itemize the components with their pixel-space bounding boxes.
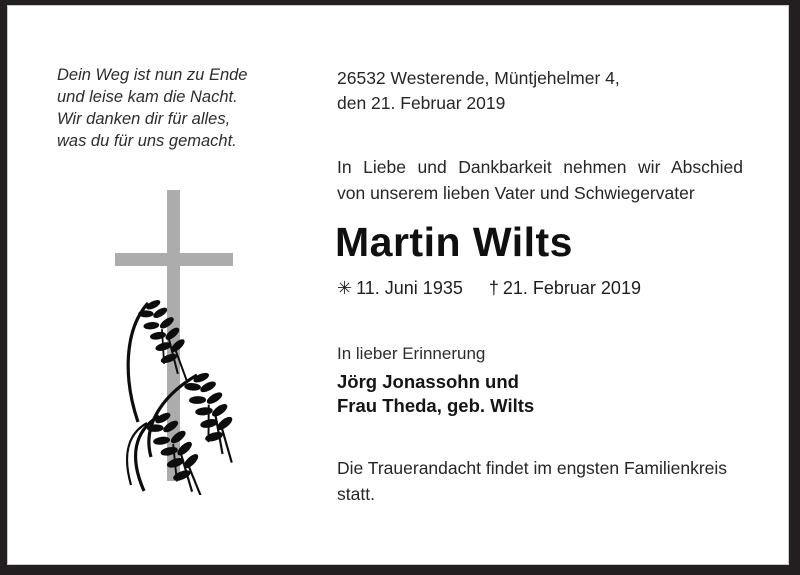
mourner-line: Frau Theda, geb. Wilts <box>337 395 535 416</box>
closing-line: Die Trauerandacht findet im engsten Familienkreis <box>337 458 728 478</box>
poem-line: Wir danken dir für alles, <box>57 110 231 128</box>
closing-text <box>337 455 749 507</box>
dateline <box>337 66 620 116</box>
dateline-date: den 21. Februar 2019 <box>337 93 506 113</box>
mourners <box>337 370 534 418</box>
remembrance-label: In lieber Erinnerung <box>337 344 486 363</box>
death-date-text: 21. Februar 2019 <box>502 278 641 298</box>
cross-with-wheat-graphic <box>95 185 295 495</box>
cross-wheat-icon <box>95 185 295 495</box>
dateline-address: 26532 Westerende, Müntjehelmer 4, <box>337 68 620 88</box>
birth-date-text: 11. Juni 1935 <box>356 278 463 298</box>
poem <box>57 64 247 152</box>
intro-text <box>337 154 743 206</box>
poem-line: Dein Weg ist nun zu Ende <box>57 66 248 84</box>
intro-line: von unserem lieben Vater und Schwiegervater <box>337 183 695 203</box>
death-cross-icon: † <box>488 278 499 298</box>
life-dates <box>337 276 641 300</box>
birth-star-icon: ✳ <box>337 278 353 298</box>
closing-line: statt. <box>337 484 375 504</box>
poem-line: und leise kam die Nacht. <box>57 88 238 106</box>
birth-date <box>337 276 463 300</box>
deceased-name: Martin Wilts <box>335 219 573 265</box>
poem-line: was du für uns gemacht. <box>57 132 237 150</box>
intro-line: In Liebe und Dankbarkeit nehmen wir Abschied <box>337 157 743 177</box>
wheat-icon <box>127 296 249 495</box>
death-date <box>489 276 641 300</box>
mourner-line: Jörg Jonassohn und <box>337 371 519 392</box>
